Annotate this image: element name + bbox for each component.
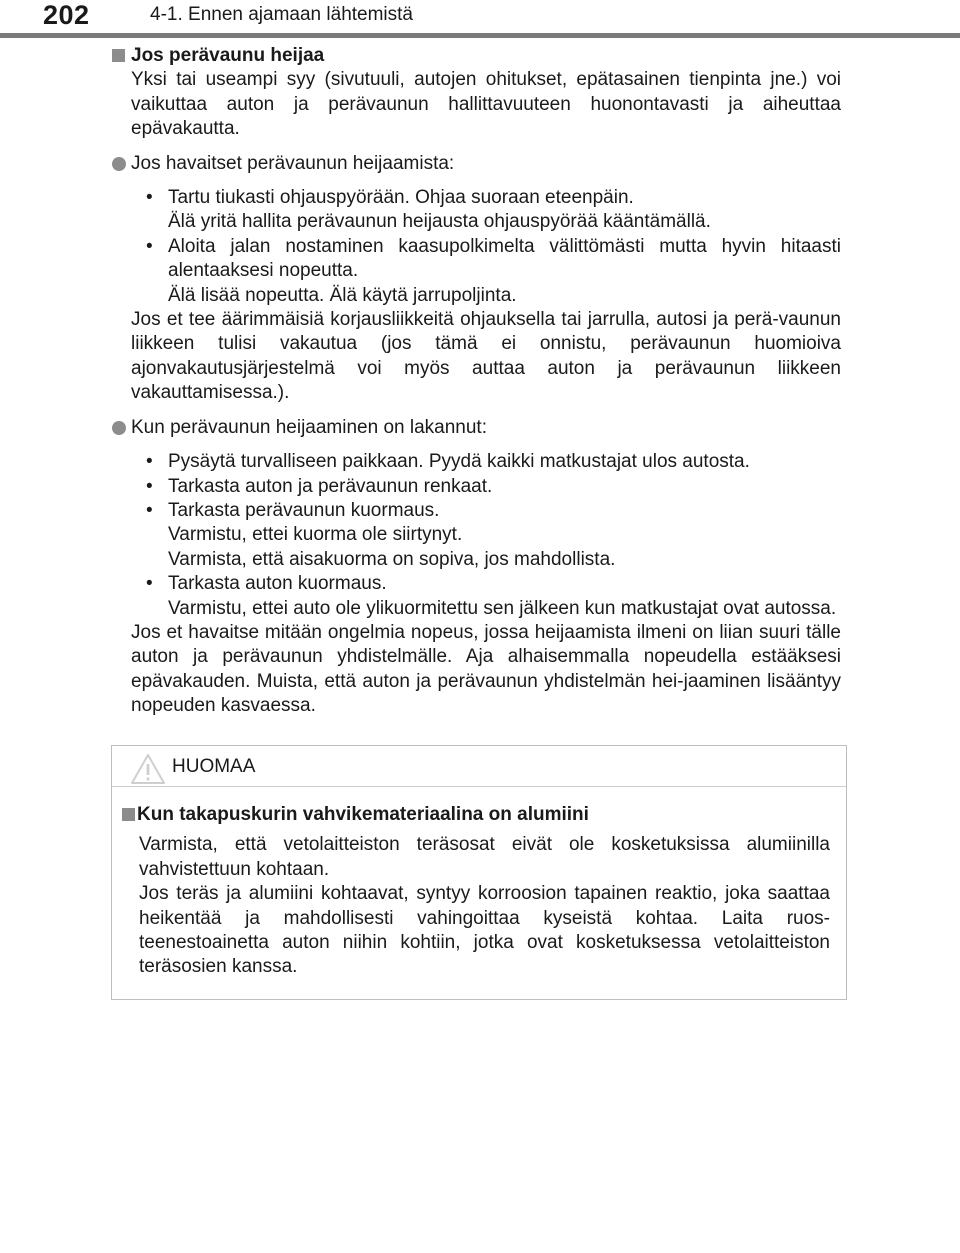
notice-title: HUOMAA [172, 756, 256, 777]
list-item-text: Tarkasta perävaunun kuormaus. [168, 499, 440, 521]
page-number: 202 [43, 0, 90, 30]
main-content [131, 44, 841, 719]
list-item-text: Tarkasta auton kuormaus. [168, 573, 387, 595]
list-item [131, 235, 841, 308]
subheading-stopped-text: Kun perävaunun heijaaminen on lakannut: [131, 416, 487, 438]
list-item [131, 186, 841, 235]
list-item-extra: Älä yritä hallita perävaunun heijausta ohjauspyörää kääntämällä. [168, 211, 711, 233]
list-item-text: Tartu tiukasti ohjauspyörään. Ohjaa suoraan eteenpäin. [168, 187, 634, 209]
subheading-detect [131, 152, 841, 176]
circle-bullet-icon [112, 157, 126, 171]
notice-paragraph: Jos teräs ja alumiini kohtaavat, syntyy korroosion tapainen reaktio, joka saattaa heikentää ja mahdollisesti vahingoittaa kyseistä kohtaa. Laita ruos-teenestoainetta auton niihin kohtiin, jotka ovat kosketuksessa vetolaitteiston teräsosien kanssa. [139, 883, 830, 978]
list-item-extra: Varmistu, ettei kuorma ole siirtynyt. [168, 524, 463, 546]
notice-heading-text: Kun takapuskurin vahvikemateriaalina on alumiini [137, 804, 589, 825]
list-item [131, 450, 841, 474]
list-item-extra: Varmista, että aisakuorma on sopiva, jos mahdollista. [168, 548, 616, 570]
stopped-list [131, 450, 841, 621]
section-heading [131, 44, 841, 68]
bullet-dot-icon: • [146, 573, 153, 595]
list-item [131, 572, 841, 621]
bullet-dot-icon: • [146, 451, 153, 473]
square-bullet-icon [112, 49, 125, 62]
notice-heading [137, 803, 830, 827]
notice-header [112, 746, 846, 787]
section-title: 4-1. Ennen ajamaan lähtemistä [150, 4, 413, 25]
list-item-text: Pysäytä turvalliseen paikkaan. Pyydä kaikki matkustajat ulos autosta. [168, 451, 750, 473]
list-item-text: Aloita jalan nostaminen kaasupolkimelta välittömästi mutta hyvin hitaasti alentaaksesi nopeutta. [168, 235, 841, 282]
intro-paragraph: Yksi tai useampi syy (sivutuuli, autojen ohitukset, epätasainen tienpinta jne.) voi vaikuttaa auton ja perävaunun hallittavuuteen huonontavasti ja aiheuttaa epävakautta. [131, 69, 841, 140]
notice-box [111, 745, 847, 1000]
bullet-dot-icon: • [146, 499, 153, 521]
subheading-detect-text: Jos havaitset perävaunun heijaamista: [131, 152, 455, 174]
section-heading-text: Jos perävaunu heijaa [131, 45, 325, 66]
bullet-dot-icon: • [146, 475, 153, 497]
list-item [131, 475, 841, 499]
warning-triangle-icon [130, 753, 166, 785]
square-bullet-icon [122, 808, 135, 821]
notice-body [137, 803, 830, 980]
stopped-after-paragraph: Jos et havaitse mitään ongelmia nopeus, jossa heijaamista ilmeni on liian suuri tälle auton ja perävaunun yhdistelmälle. Aja alhaisemmalla nopeudella estääksesi epävakauden. Muista, että auton ja perävaunun yhdistelmän hei-jaaminen lisääntyy nopeuden kasvaessa. [131, 621, 841, 717]
list-item-text: Tarkasta auton ja perävaunun renkaat. [168, 475, 493, 497]
list-item [131, 499, 841, 572]
detect-list [131, 186, 841, 308]
page-header [0, 0, 960, 40]
bullet-dot-icon: • [146, 235, 153, 257]
list-item-extra: Varmistu, ettei auto ole ylikuormitettu sen jälkeen kun matkustajat ovat autossa. [168, 597, 837, 619]
circle-bullet-icon [112, 421, 126, 435]
notice-paragraph: Varmista, että vetolaitteiston teräsosat eivät ole kosketuksissa alumiinilla vahvistettuun kohtaan. [139, 834, 830, 880]
bullet-dot-icon: • [146, 187, 153, 209]
subheading-stopped [131, 416, 841, 440]
list-item-extra: Älä lisää nopeutta. Älä käytä jarrupoljinta. [168, 284, 517, 306]
header-rule [0, 33, 960, 38]
detect-after-paragraph: Jos et tee äärimmäisiä korjausliikkeitä ohjauksella tai jarrulla, autosi ja perä-vaunun liikkeen tulisi vakautua (jos tämä ei onnistu, perävaunun huomioiva ajonvakautusjärjestelmä voi myös auttaa auton ja perävaunun liikkeen vakauttamisessa.). [131, 309, 841, 404]
